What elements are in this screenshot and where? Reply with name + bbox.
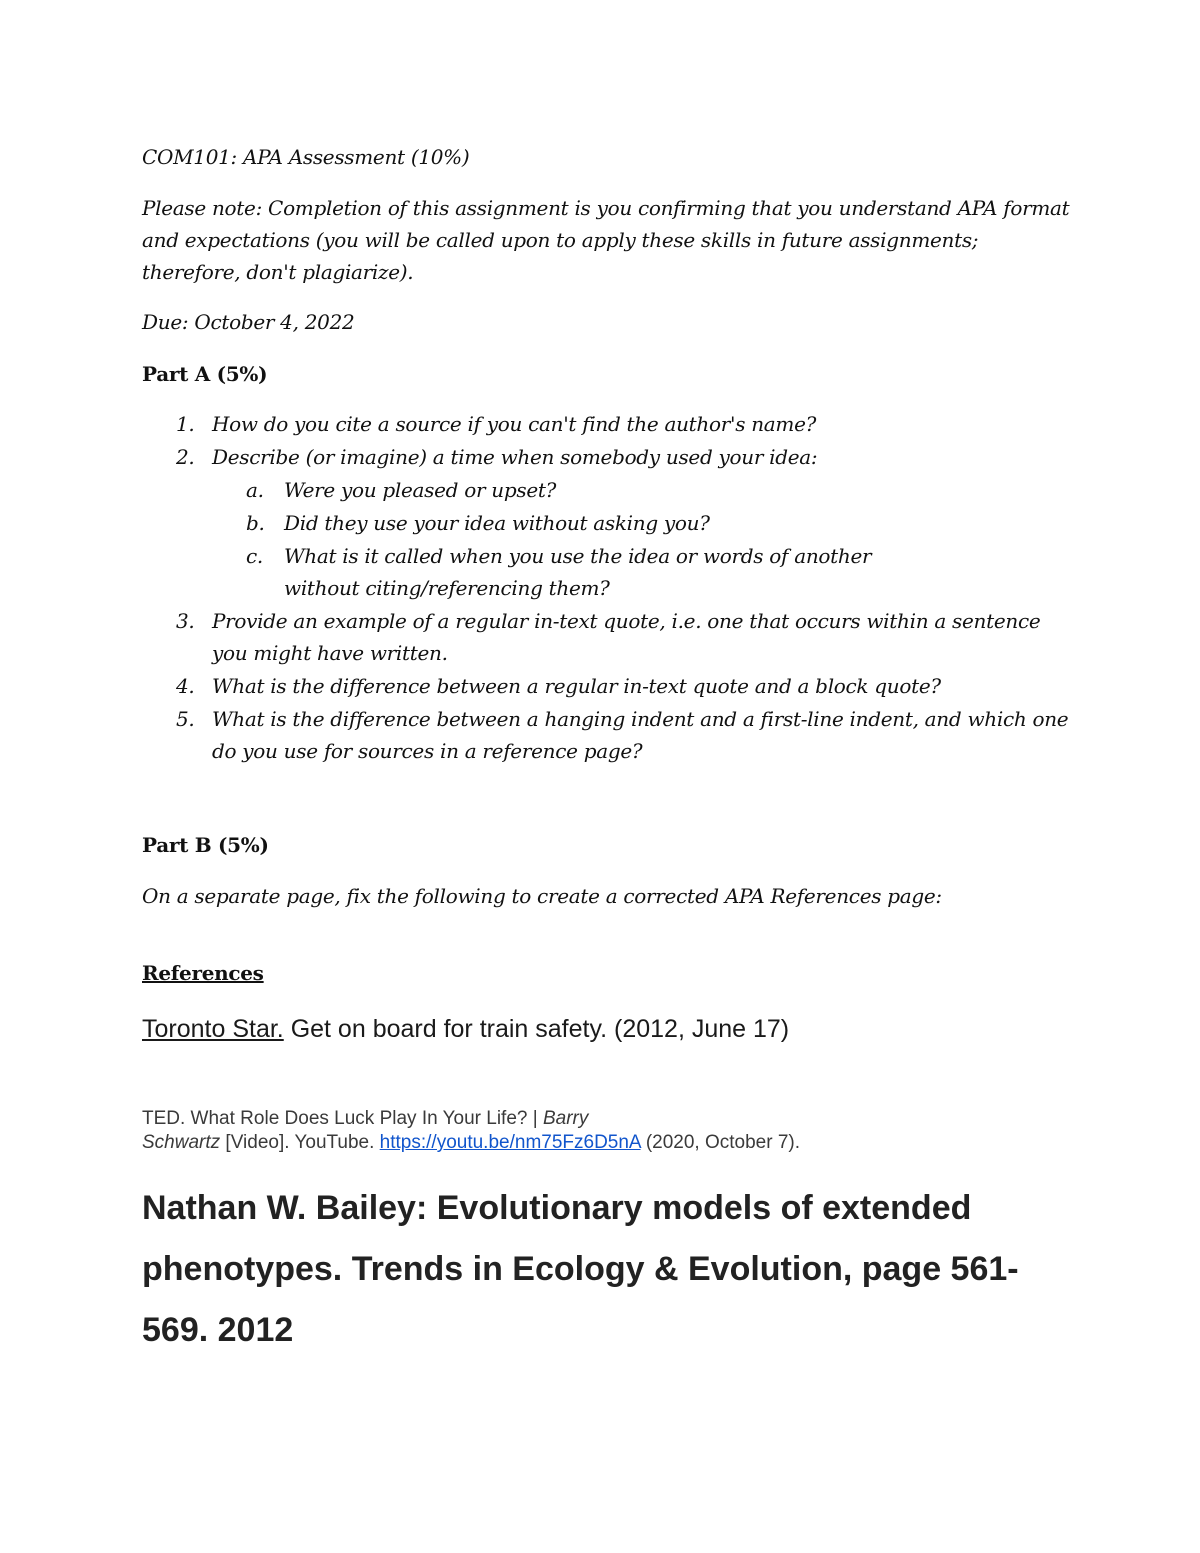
question-item [142,670,1072,702]
question-item [142,703,1072,767]
question-text: Describe (or imagine) a time when somebody used your idea: [212,445,818,469]
sub-question-item [142,507,1072,539]
question-text: What is the difference between a regular in-text quote and a block quote? [212,674,941,698]
part-b-heading: Part B (5%) [142,833,269,857]
youtube-link[interactable]: https://youtu.be/nm75Fz6D5nA [379,1132,641,1153]
reference-source: Toronto Star. [142,1015,284,1043]
part-a-heading: Part A (5%) [142,362,268,386]
assignment-note: Please note: Completion of this assignment is you confirming that you understand APA format and expectations (you will be called upon to apply these skills in future assignments; therefore, don't plagiarize). [142,196,1070,284]
question-number: 4. [176,674,195,698]
sub-question-item [142,474,1072,506]
reference-italic-text: Barry [542,1108,589,1129]
question-text: How do you cite a source if you can't find the author's name? [212,412,817,436]
reference-entry-2 [142,1107,942,1155]
reference-details: Get on board for train safety. (2012, June 17) [283,1015,790,1043]
part-a-question-list [142,408,1072,768]
due-date: Due: October 4, 2022 [142,310,355,334]
course-title: COM101: APA Assessment (10%) [142,145,470,169]
part-b-instruction: On a separate page, fix the following to create a corrected APA References page: [142,884,942,908]
sub-question-text: Did they use your idea without asking you? [284,511,710,535]
sub-question-letter: c. [246,544,263,568]
reference-italic-text: Schwartz [142,1132,221,1153]
references-heading: References [142,961,264,985]
sub-question-text: What is it called when you use the idea or words of another without citing/referencing them? [284,544,872,600]
sub-question-item [142,540,1072,604]
reference-entry-3: Nathan W. Bailey: Evolutionary models of extended phenotypes. Trends in Ecology & Evolution, page 561-569. 2012 [142,1189,1019,1349]
question-item [142,605,1072,669]
question-number: 2. [176,445,195,469]
reference-text: (2020, October 7). [640,1132,801,1153]
sub-question-text: Were you pleased or upset? [284,478,557,502]
question-text: What is the difference between a hanging indent and a first-line indent, and which one do you use for sources in a reference page? [212,707,1069,763]
question-text: Provide an example of a regular in-text quote, i.e. one that occurs within a sentence you might have written. [212,609,1041,665]
question-item [142,408,1072,440]
question-number: 5. [176,707,195,731]
question-number: 3. [176,609,195,633]
reference-text: TED. What Role Does Luck Play In Your Life? | [142,1108,543,1129]
reference-text: [Video]. YouTube. [220,1132,380,1153]
question-number: 1. [176,412,195,436]
reference-entry-1 [142,1011,789,1047]
sub-question-letter: b. [246,511,265,535]
sub-question-letter: a. [246,478,264,502]
question-item [142,441,1072,473]
